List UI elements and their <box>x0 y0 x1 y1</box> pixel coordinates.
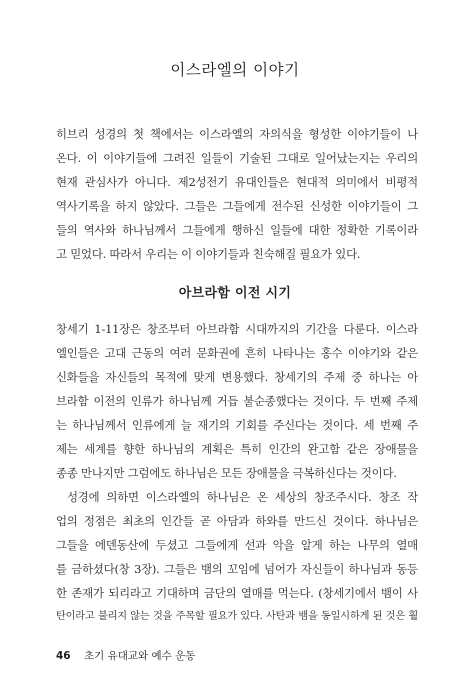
section-heading: 아브라함 이전 시기 <box>178 286 292 301</box>
page-footer <box>56 648 195 663</box>
text-line: 창세기 1-11장은 창조부터 아브라함 시대까지의 기간을 다룬다. 이스라 <box>56 322 418 336</box>
text-line: 역사기록을 하지 않았다. 그들은 그들에게 전수된 신성한 이야기들이 그 <box>56 199 418 213</box>
text-line: 신화들을 자신들의 목적에 맞게 변용했다. 창세기의 주제 중 하나는 아 <box>56 370 418 384</box>
text-line: 성경에 의하면 이스라엘의 하나님은 온 세상의 창조주시다. 창조 작 <box>67 490 418 504</box>
text-line: 엘인들은 고대 근동의 여러 문화권에 흔히 나타나는 홍수 이야기와 같은 <box>56 346 418 360</box>
text-line: 현재 관심사가 아니다. 제2성전기 유대인들은 현대적 의미에서 비평적 <box>56 175 418 189</box>
intro-paragraph <box>56 122 418 266</box>
text-line: 히브리 성경의 첫 책에서는 이스라엘의 자의식을 형성한 이야기들이 나 <box>56 127 418 141</box>
text-line: 종종 만나지만 그럼에도 하나님은 모든 장애물을 극복하신다는 것이다. <box>56 466 397 480</box>
section-paragraph-2 <box>56 485 418 629</box>
text-line: 들의 역사와 하나님께서 그들에게 행하신 일들에 대한 정확한 기록이라 <box>56 223 418 237</box>
text-line: 를 금하셨다(창 3장). 그들은 뱀의 꼬임에 넘어가 자신들이 하나님과 동등 <box>56 562 418 576</box>
running-title: 초기 유대교와 예수 운동 <box>83 650 196 662</box>
text-line: 는 하나님께서 인류에게 늘 재기의 기회를 주신다는 것이다. 세 번째 주 <box>56 418 418 432</box>
chapter-title: 이스라엘의 이야기 <box>170 61 300 79</box>
text-line: 탄이라고 불리지 않는 것을 주목할 필요가 있다. 사탄과 뱀을 동일시하게 된 것은 훨 <box>56 611 418 622</box>
text-line: 제는 세계를 향한 하나님의 계획은 특히 인간의 완고함 같은 장애물을 <box>56 442 418 456</box>
text-line: 한 존재가 되리라고 기대하며 금단의 열매를 먹는다. (창세기에서 뱀이 사 <box>56 586 418 600</box>
text-line: 브라함 이전의 인류가 하나님께 거듭 불순종했다는 것이다. 두 번째 주제 <box>56 394 418 408</box>
text-line: 온다. 이 이야기들에 그려진 일들이 기술된 그대로 일어났는지는 우리의 <box>56 151 418 165</box>
text-line: 업의 정점은 최초의 인간들 곧 아담과 하와를 만드신 것이다. 하나님은 <box>56 514 418 528</box>
page-number: 46 <box>56 650 71 662</box>
text-line: 그들을 에덴동산에 두셨고 그들에게 선과 악을 알게 하는 나무의 열매 <box>56 538 418 552</box>
section-paragraph-1 <box>56 317 418 485</box>
text-line: 고 믿었다. 따라서 우리는 이 이야기들과 친숙해질 필요가 있다. <box>56 247 361 261</box>
